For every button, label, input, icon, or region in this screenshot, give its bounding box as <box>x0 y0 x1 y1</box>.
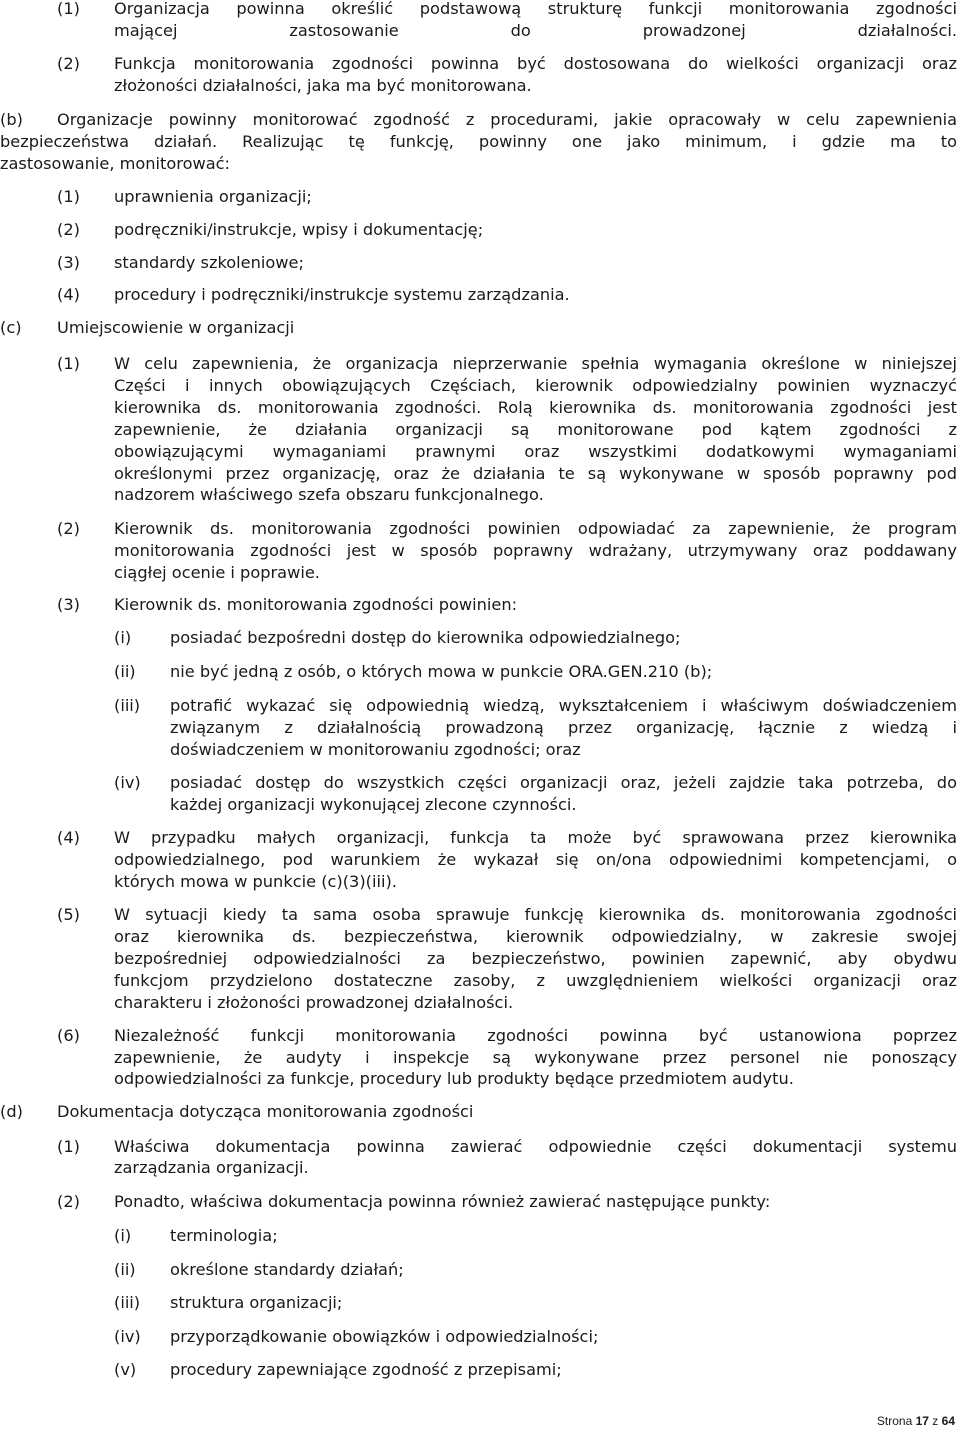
c-item-1-line: obowiązującymi wymaganiami prawnymi oraz wszystkimi dodatkowymi wymaganiami <box>114 442 957 461</box>
c-item-4-line: W przypadku małych organizacji, funkcja ta może być sprawowana przez kierownika <box>114 828 957 847</box>
item-a2-label: (2) <box>57 54 80 73</box>
c-item-1-line: kierownika ds. monitorowania zgodności. Rolą kierownika ds. monitorowania zgodności jest <box>114 398 957 417</box>
c-item-3-text: Kierownik ds. monitorowania zgodności powinien: <box>114 595 518 614</box>
c-item-1-line: zapewnienie, że działania organizacji są monitorowane pod kątem zgodności z <box>114 420 957 439</box>
d2-item-iii-text: struktura organizacji; <box>170 1293 343 1312</box>
c-item-4-label: (4) <box>57 828 80 847</box>
item-a1-line: mającej zastosowanie do prowadzonej działalności. <box>114 21 957 40</box>
d2-item-i-text: terminologia; <box>170 1226 278 1245</box>
c-item-5-label: (5) <box>57 905 80 924</box>
c3-item-i-label: (i) <box>114 628 132 647</box>
c-item-2-line: ciągłej ocenie i poprawie. <box>114 563 320 582</box>
c3-item-iii-label: (iii) <box>114 696 141 715</box>
item-a2-line: Funkcja monitorowania zgodności powinna być dostosowana do wielkości organizacji oraz <box>114 54 957 73</box>
c3-item-iv-label: (iv) <box>114 773 141 792</box>
c-item-4-line: odpowiedzialnego, pod warunkiem że wykazał się on/ona odpowiednimi kompetencjami, o <box>114 850 957 869</box>
section-c-heading-text: Umiejscowienie w organizacji <box>57 318 295 337</box>
section-c-heading-label: (c) <box>0 318 22 337</box>
c-item-1-label: (1) <box>57 354 80 373</box>
b-item-1-text: uprawnienia organizacji; <box>114 187 312 206</box>
footer-prefix: Strona <box>876 1414 913 1428</box>
c-item-5-line: bezpośredniej odpowiedzialności za bezpieczeństwo, powinien zapewnić, aby obydwu <box>114 949 957 968</box>
section-b-label: (b) <box>0 110 23 129</box>
c3-item-iii-line: potrafić wykazać się odpowiednią wiedzą, wykształceniem i właściwym doświadczeniem <box>170 696 957 715</box>
c3-item-ii-label: (ii) <box>114 662 136 681</box>
d-item-1-line: Właściwa dokumentacja powinna zawierać odpowiednie części dokumentacji systemu <box>114 1137 957 1156</box>
c-item-4-line: których mowa w punkcie (c)(3)(iii). <box>114 872 397 891</box>
c-item-2-line: Kierownik ds. monitorowania zgodności powinien odpowiadać za zapewnienie, że program <box>114 519 957 538</box>
d2-item-iii-label: (iii) <box>114 1293 141 1312</box>
d2-item-v-label: (v) <box>114 1360 137 1379</box>
item-a2-line: złożoności działalności, jaka ma być monitorowana. <box>114 76 532 95</box>
c-item-3-label: (3) <box>57 595 80 614</box>
b-item-2-label: (2) <box>57 220 80 239</box>
c-item-5-line: funkcjom przydzielono dostateczne zasoby, z uwzględnieniem wielkości organizacji oraz <box>114 971 957 990</box>
item-a1-label: (1) <box>57 0 80 18</box>
item-a1-line: Organizacja powinna określić podstawową strukturę funkcji monitorowania zgodności <box>114 0 957 18</box>
section-b-line: Organizacje powinny monitorować zgodność z procedurami, jakie opracowały w celu zapewnienia <box>57 110 957 129</box>
footer-page-number: 17 <box>915 1414 929 1428</box>
section-d-heading-label: (d) <box>0 1102 23 1121</box>
c3-item-i-line: posiadać bezpośredni dostęp do kierownika odpowiedzialnego; <box>170 628 681 647</box>
b-item-3-text: standardy szkoleniowe; <box>114 253 304 272</box>
footer-of: z <box>932 1414 939 1428</box>
c-item-6-line: zapewnienie, że audyty i inspekcje są wykonywane przez personel nie ponoszący <box>114 1048 957 1067</box>
c-item-1-line: Części i innych obowiązujących Częściach, kierownik odpowiedzialny powinien wyznaczyć <box>114 376 957 395</box>
c-item-6-line: odpowiedzialności za funkcje, procedury lub produkty będące przedmiotem audytu. <box>114 1069 794 1088</box>
c-item-5-line: W sytuacji kiedy ta sama osoba sprawuje funkcję kierownika ds. monitorowania zgodności <box>114 905 957 924</box>
d2-item-ii-label: (ii) <box>114 1260 136 1279</box>
d-item-2-label: (2) <box>57 1192 80 1211</box>
c3-item-iii-line: doświadczeniem w monitorowaniu zgodności; oraz <box>170 740 581 759</box>
b-item-3-label: (3) <box>57 253 80 272</box>
c-item-5-line: oraz kierownika ds. bezpieczeństwa, kierownik odpowiedzialny, w zakresie swojej <box>114 927 957 946</box>
d2-item-i-label: (i) <box>114 1226 132 1245</box>
c-item-5-line: charakteru i złożoności prowadzonej działalności. <box>114 993 514 1012</box>
c-item-6-label: (6) <box>57 1026 80 1045</box>
b-item-1-label: (1) <box>57 187 80 206</box>
d2-item-ii-text: określone standardy działań; <box>170 1260 404 1279</box>
footer-total-pages: 64 <box>941 1414 955 1428</box>
b-item-4-text: procedury i podręczniki/instrukcje systemu zarządzania. <box>114 285 570 304</box>
d2-item-iv-label: (iv) <box>114 1327 141 1346</box>
c-item-6-line: Niezależność funkcji monitorowania zgodności powinna być ustanowiona poprzez <box>114 1026 957 1045</box>
c-item-1-line: nadzorem właściwego szefa obszaru funkcjonalnego. <box>114 485 544 504</box>
section-d-heading-text: Dokumentacja dotycząca monitorowania zgodności <box>57 1102 474 1121</box>
d-item-1-label: (1) <box>57 1137 80 1156</box>
c-item-2-line: monitorowania zgodności jest w sposób poprawny wdrażany, utrzymywany oraz poddawany <box>114 541 957 560</box>
b-item-4-label: (4) <box>57 285 80 304</box>
page-footer <box>877 1411 955 1433</box>
d2-item-iv-text: przyporządkowanie obowiązków i odpowiedzialności; <box>170 1327 599 1346</box>
c-item-1-line: określonymi przez organizację, oraz że działania te są wykonywane w sposób poprawny pod <box>114 464 957 483</box>
d-item-2-text: Ponadto, właściwa dokumentacja powinna również zawierać następujące punkty: <box>114 1192 771 1211</box>
section-b-line: bezpieczeństwa działań. Realizując tę funkcję, powinny one jako minimum, i gdzie ma to <box>0 132 957 151</box>
c3-item-iv-line: każdej organizacji wykonującej zlecone czynności. <box>170 795 577 814</box>
c-item-2-label: (2) <box>57 519 80 538</box>
c3-item-iv-line: posiadać dostęp do wszystkich części organizacji oraz, jeżeli zajdzie taka potrzeba, do <box>170 773 957 792</box>
section-b-line: zastosowanie, monitorować: <box>0 154 230 173</box>
c3-item-ii-line: nie być jedną z osób, o których mowa w punkcie ORA.GEN.210 (b); <box>170 662 713 681</box>
d-item-1-line: zarządzania organizacji. <box>114 1158 309 1177</box>
c3-item-iii-line: związanym z działalnością prowadzoną przez organizację, łącznie z wiedzą i <box>170 718 957 737</box>
b-item-2-text: podręczniki/instrukcje, wpisy i dokumentację; <box>114 220 484 239</box>
c-item-1-line: W celu zapewnienia, że organizacja nieprzerwanie spełnia wymagania określone w niniejszej <box>114 354 957 373</box>
d2-item-v-text: procedury zapewniające zgodność z przepisami; <box>170 1360 562 1379</box>
